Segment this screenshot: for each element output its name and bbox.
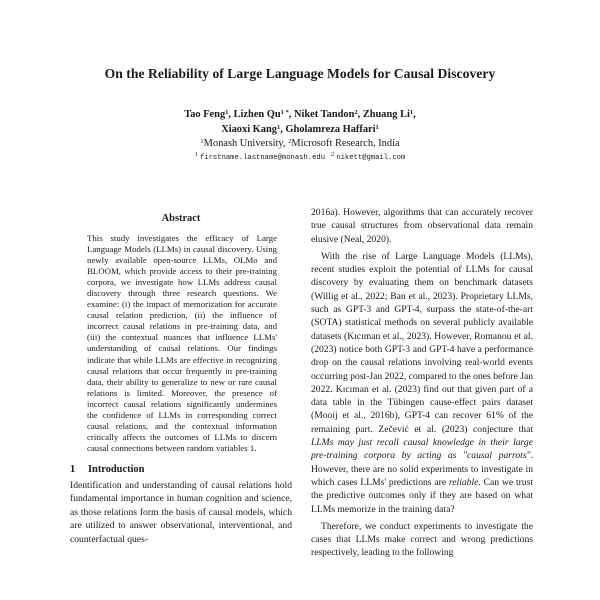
italic-quote: LLMs may just recall causal knowledge in their large pre-training corpora by acting as "causal parrots"	[311, 437, 533, 462]
author-separator: ,	[413, 109, 416, 120]
intro-paragraph-1: Identification and understanding of causal relations hold fundamental importance in human cognition and science, as those relations form the basis of causal models, which are utilized to answer observational, interventional, and counterfactual ques-	[70, 479, 292, 545]
emails	[0, 152, 600, 163]
author-affiliation-marker: 1	[375, 124, 379, 131]
author-separator: ,	[228, 109, 234, 120]
email-microsoft: nikett@gmail.com	[336, 154, 406, 162]
email-marker: 2	[331, 151, 335, 158]
italic-emphasis: reliable	[448, 476, 479, 488]
author-name: Gholamreza Haffari	[285, 124, 376, 135]
authors-line-1	[0, 107, 600, 122]
affiliations	[0, 137, 600, 150]
authors	[0, 107, 600, 137]
continued-paragraph: 2016a). However, algorithms that can accurately recover true causal structures from observational data remain elusive (Neal, 2020).	[311, 207, 533, 245]
authors-line-2	[0, 122, 600, 137]
intro-paragraph-2	[311, 250, 533, 516]
author-affiliation-marker: 1	[225, 109, 229, 116]
author-name: Xiaoxi Kang	[221, 124, 277, 135]
author-separator: ,	[357, 109, 363, 120]
author-separator: ,	[280, 124, 286, 135]
intro-paragraph-3: Therefore, we conduct experiments to investigate the cases that LLMs make correct and wrong predictions respectively, leading to the following	[311, 520, 533, 559]
author-name: Niket Tandon	[294, 109, 355, 120]
email-marker: 1	[194, 151, 198, 158]
paragraph-text: . Can we trust the predictive outcomes only if they are based on what LLMs memorize in the training data?	[311, 476, 534, 515]
affiliation-monash: Monash University,	[203, 138, 289, 149]
author-affiliation-marker: 2	[354, 109, 358, 116]
author-name: Tao Feng	[184, 109, 226, 120]
paragraph-text: . However, there are no solid experiments to investigate in which cases LLMs' predictions are	[311, 450, 533, 488]
affiliation-marker: 2	[288, 138, 292, 145]
affiliation-marker: 1	[200, 138, 204, 145]
section-title: Introduction	[88, 463, 145, 475]
abstract-text: This study investigates the efficacy of Large Language Models (LLMs) in causal discovery. Using newly available open-source LLMs, OLMo and BLOOM, which provide access to their pre-training corpora, we investigate how LLMs address causal discovery through three research questions. We examine: (i) the impact of memorization for accurate causal relation prediction, (ii) the influence of incorrect causal relations in pre-training data, and (iii) the contextual nuances that influence LLMs' understanding of causal relations. Our findings indicate that while LLMs are effective in recognizing causal relations that occur frequently in pre-training data, their ability to generalize to new or rare causal relations is limited. Moreover, the presence of incorrect causal relations significantly undermines the confidence of LLMs in corresponding correct causal relations, and the contextual information critically affects the outcomes of LLMs to discern causal connections between random variables 1.	[87, 233, 277, 453]
email-monash: firstname.lastname@monash.edu	[199, 154, 326, 162]
paper-title: On the Reliability of Large Language Models for Causal Discovery	[104, 66, 496, 81]
author-name: Zhuang Li	[362, 109, 410, 120]
author-affiliation-marker: 1	[409, 109, 414, 116]
abstract-heading: Abstract	[161, 213, 201, 224]
author-affiliation-marker: 1 *	[280, 109, 289, 116]
right-column	[311, 206, 533, 560]
paragraph-text: With the rise of Large Language Models (LLMs), recent studies exploit the potential of LLMs for causal discovery by evaluating them on benchmark datasets (Willig et al., 2022; Ban et al., 2023). Proprietary LLMs, such as GPT-3 and GPT-4, surpass the state-of-the-art (SOTA) statistical methods on several publicly available datasets (Kıcıman et al., 2023). However, Romanou et al. (2023) notice both GPT-3 and GPT-4 have a performance drop on the causal relations involving real-world events occurring post-Jan 2022, compared to the ones before Jan 2022. Kıcıman et al. (2023) find out that given part of a data table in the Tübingen cause-effect pairs dataset (Mooij et al., 2016b), GPT-4 can recover 61% of the remaining part. Zečević et al. (2023) conjecture that	[311, 250, 533, 435]
left-column	[70, 213, 292, 546]
section-number: 1	[70, 463, 76, 475]
author-separator: ,	[288, 109, 294, 120]
affiliation-microsoft: Microsoft Research, India	[291, 138, 400, 149]
author-affiliation-marker: 1	[276, 124, 281, 131]
author-name: Lizhen Qu	[233, 109, 281, 120]
section-heading-introduction	[70, 464, 292, 475]
